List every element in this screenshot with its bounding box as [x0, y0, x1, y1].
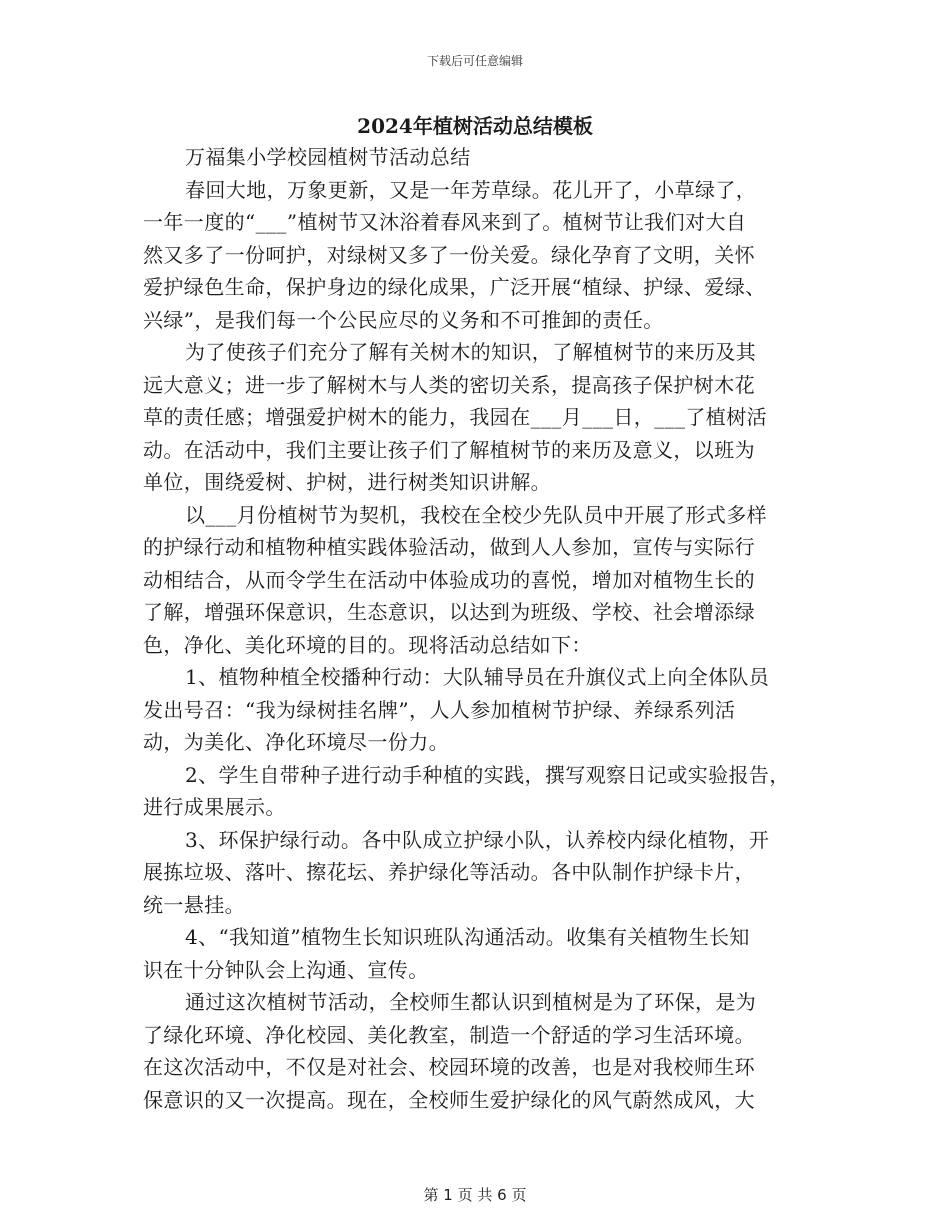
paragraph-line: 发出号召：“我为绿树挂名牌”，人人参加植树节护绿、养绿系列活 — [143, 697, 736, 722]
paragraph-line: 统一悬挂。 — [143, 892, 245, 917]
paragraph-line: 春回大地，万象更新，又是一年芳草绿。花儿开了，小草绿了， — [185, 177, 757, 202]
paragraph-line: 1、植物种植全校播种行动：大队辅导员在升旗仪式上向全体队员 — [185, 665, 770, 689]
subtitle-line: 万福集小学校园植树节活动总结 — [185, 145, 471, 169]
paragraph-line: 爱护绿色生命，保护身边的绿化成果，广泛开展“植绿、护绿、爱绿、 — [143, 275, 766, 299]
paragraph-line: 一年一度的“___”植树节又沐浴着春风来到了。植树节让我们对大自 — [143, 210, 747, 234]
paragraph-line: 然又多了一份呵护，对绿树又多了一份关爱。绿化孕育了文明，关怀 — [143, 242, 755, 267]
document-body — [143, 141, 808, 1116]
paragraph-line: 单位，围绕爱树、护树，进行树类知识讲解。 — [143, 470, 551, 494]
paragraph-line: 2、学生自带种子进行动手种植的实践，撰写观察日记或实验报告， — [185, 762, 790, 787]
paragraph-line: 保意识的又一次提高。现在，全校师生爱护绿化的风气蔚然成风，大 — [143, 1087, 755, 1112]
paragraph-line: 3、环保护绿行动。各中队成立护绿小队，认养校内绿化植物，开 — [185, 827, 770, 852]
paragraph-line: 了绿化环境、净化校园、美化教室，制造一个舒适的学习生活环境。 — [143, 1022, 755, 1047]
paragraph-line: 以___月份植树节为契机，我校在全校少先队员中开展了形式多样 — [185, 502, 767, 527]
page-footer: 第 1 页 共 6 页 — [423, 1186, 527, 1204]
paragraph-line: 草的责任感；增强爱护树木的能力，我园在___月___日，___了植树活 — [143, 405, 767, 429]
paragraph-line: 兴绿”，是我们每一个公民应尽的义务和不可推卸的责任。 — [143, 307, 664, 332]
paragraph-line: 动。在活动中，我们主要让孩子们了解植树节的来历及意义，以班为 — [143, 437, 755, 462]
paragraph-line: 识在十分钟队会上沟通、宣传。 — [143, 957, 429, 982]
paragraph-line: 动相结合，从而令学生在活动中体验成功的喜悦，增加对植物生长的 — [143, 567, 755, 592]
paragraph-line: 动，为美化、净化环境尽一份力。 — [143, 730, 449, 754]
paragraph-line: 在这次活动中，不仅是对社会、校园环境的改善，也是对我校师生环 — [143, 1055, 755, 1079]
paragraph-line: 了解，增强环保意识，生态意识，以达到为班级、学校、社会增添绿 — [143, 600, 755, 624]
document-title: 2024年植树活动总结模板 — [357, 114, 593, 138]
paragraph-line: 展拣垃圾、落叶、擦花坛、养护绿化等活动。各中队制作护绿卡片， — [143, 860, 755, 884]
paragraph-line: 远大意义；进一步了解树木与人类的密切关系，提高孩子保护树木花 — [143, 372, 755, 397]
paragraph-line: 色，净化、美化环境的目的。现将活动总结如下： — [143, 632, 592, 657]
paragraph-line: 通过这次植树节活动，全校师生都认识到植树是为了环保，是为 — [185, 990, 757, 1014]
paragraph-line: 4、“我知道”植物生长知识班队沟通活动。收集有关植物生长知 — [185, 925, 750, 949]
header-note: 下载后可任意编辑 — [426, 54, 523, 68]
paragraph-line: 进行成果展示。 — [143, 795, 286, 819]
paragraph-line: 的护绿行动和植物种植实践体验活动，做到人人参加，宣传与实际行 — [143, 535, 755, 559]
paragraph-line: 为了使孩子们充分了解有关树木的知识，了解植树节的来历及其 — [185, 340, 757, 364]
